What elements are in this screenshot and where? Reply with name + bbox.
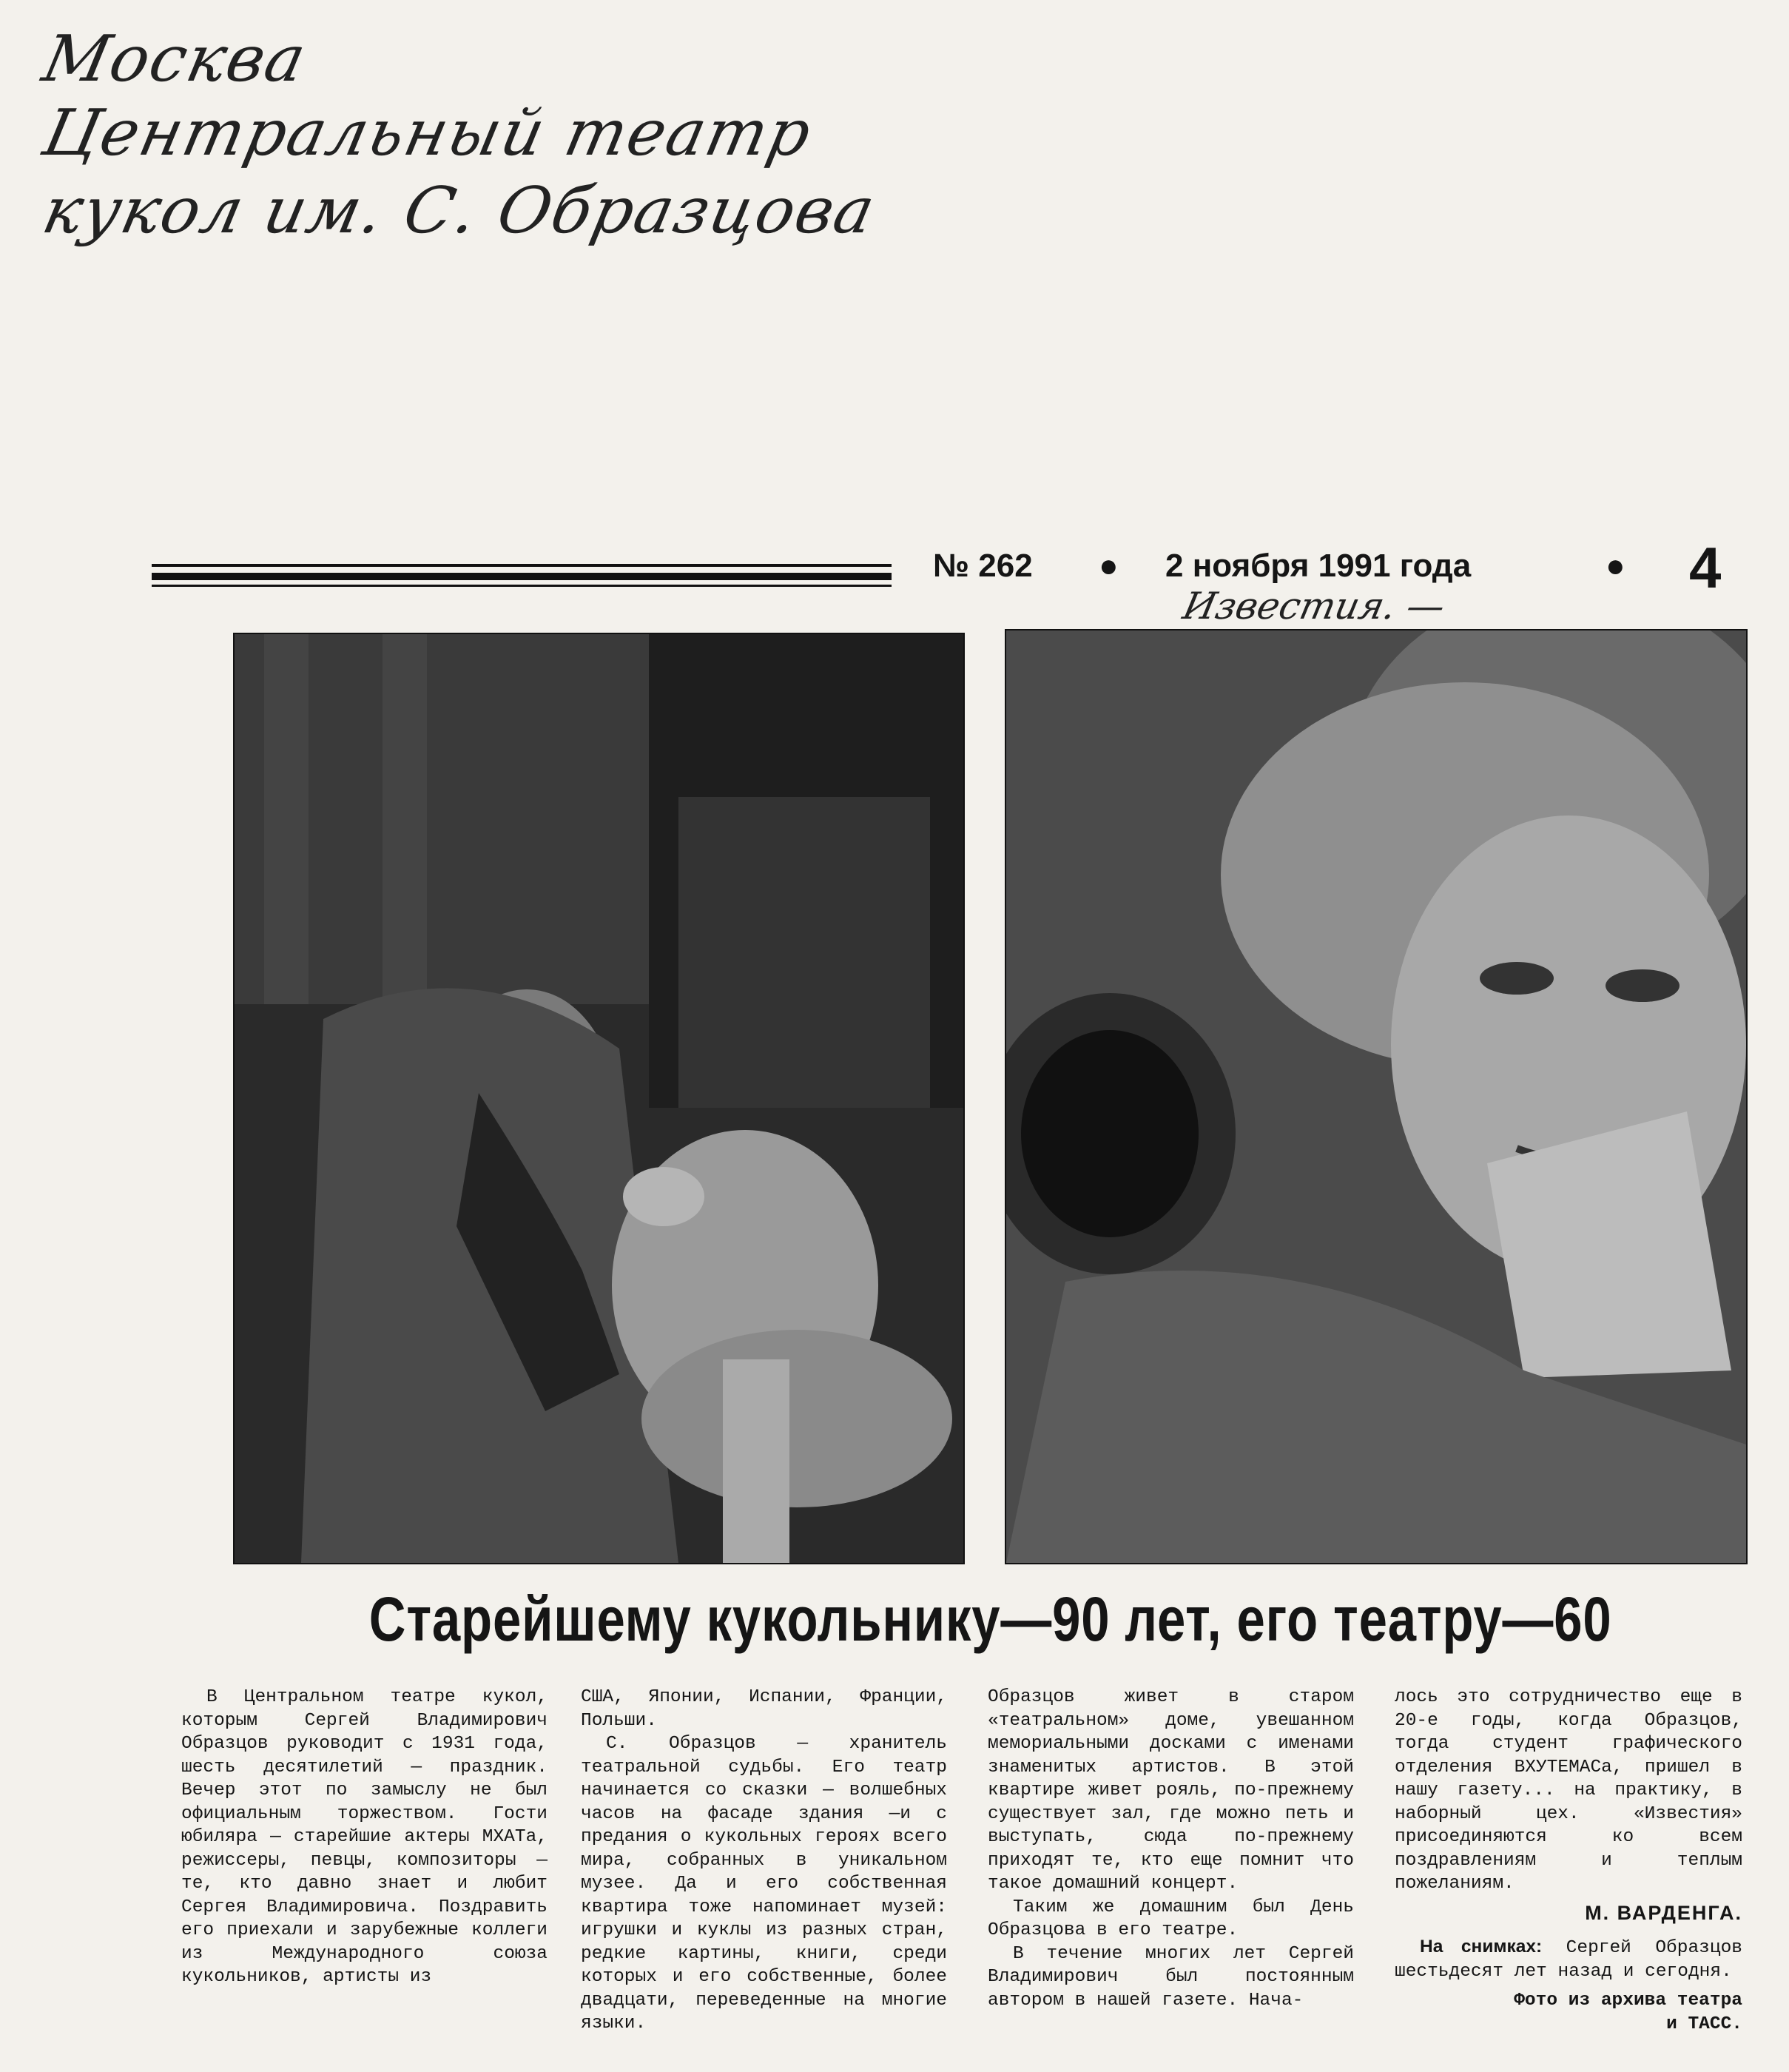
photo-credit <box>1395 1989 1742 2036</box>
article-paragraph: Таким же домашним был День Образцова в его театре. <box>988 1897 1354 1940</box>
photo-caption <box>1395 1935 1742 1983</box>
issue-date: 2 ноября 1991 года <box>1165 548 1472 584</box>
article-paragraph: Образцов живет в старом «театральном» доме, увешанном мемориальными досками с именами знаменитых артистов. В этой квартире живет рояль, по-прежнему существует зал, где можно петь и выступать, сюда по-прежнему приходят те, кто еще помнит что такое домашний концерт. <box>988 1687 1354 1894</box>
photo-credit-line2: и ТАСС. <box>1666 2014 1742 2034</box>
article-paragraph: В течение многих лет Сергей Владимирович был постоянным автором в нашей газете. Начa- <box>988 1943 1354 2011</box>
article-author: М. ВАРДЕНГА. <box>1585 1901 1742 1924</box>
article-paragraph: В Центральном театре кукол, которым Сергей Владимирович Образцов руководит с 1931 года, шесть десятилетий — праздник. Вечер этот по замыслу не был официальным торжеством. Гости юбиляра — старейшие актеры МХАТа, режиссеры, певцы, композиторы — те, кто давно знает и любит Сергея Владимировича. Поздравить его приехали и зарубежные коллеги из Международного союза кукольников, артисты из <box>181 1687 548 1987</box>
caption-text: Сергей Образцов шестьдесят лет назад и сегодня. <box>1395 1938 1742 1982</box>
article-column-1 <box>181 1686 548 1989</box>
handwritten-note-puppets: кукол им. С. Образцова <box>36 174 883 248</box>
masthead-rule-top <box>152 564 892 567</box>
issue-number: № 262 <box>933 548 1033 584</box>
masthead-rule-thick <box>152 573 892 580</box>
article-column-3 <box>988 1686 1354 2012</box>
article-column-2 <box>581 1686 947 2036</box>
photo-young-obraztsov <box>233 633 965 1564</box>
bullet-icon: ● <box>1099 548 1119 584</box>
photo-credit-line1: Фото из архива театра <box>1514 1991 1742 2011</box>
page-number: 4 <box>1689 535 1722 600</box>
photo-elderly-obraztsov-image <box>1006 630 1746 1563</box>
masthead-rule-bottom <box>152 585 892 587</box>
article-headline: Старейшему кукольнику—90 лет, его театру—60 <box>368 1584 1612 1654</box>
article-paragraph: С. Образцов — хранитель театральной судьбы. Его театр начинается со сказки — волшебных часов на фасаде здания —и с предания о кукольных героях всего мира, собранных в уникальном музее. Да и его собственная квартира тоже напоминает музей: игрушки и куклы из разных стран, редкие картины, книги, среди которых и его собственные, более двадцати, переведенные на многие языки. <box>581 1734 947 2034</box>
handwritten-note-theatre: Центральный театр <box>36 96 819 170</box>
handwritten-newspaper-name: Известия. — <box>1179 585 1449 628</box>
handwritten-note-city: Москва <box>36 22 314 96</box>
article-paragraph: лось это сотрудничество еще в 20-е годы, когда Образцов, тогда студент графического отделения ВХУТЕМАСа, пришел в нашу газету... на практику, в наборный цех. «Известия» присоединяются ко всем поздравлениям и теплым пожеланиям. <box>1395 1687 1742 1894</box>
bullet-icon: ● <box>1606 548 1625 584</box>
photo-elderly-obraztsov <box>1005 629 1748 1564</box>
caption-label: На снимках: <box>1420 1937 1543 1957</box>
article-paragraph: США, Японии, Испании, Франции, Польши. <box>581 1687 947 1731</box>
photo-young-obraztsov-image <box>235 634 963 1563</box>
article-column-4 <box>1395 1686 1742 2036</box>
